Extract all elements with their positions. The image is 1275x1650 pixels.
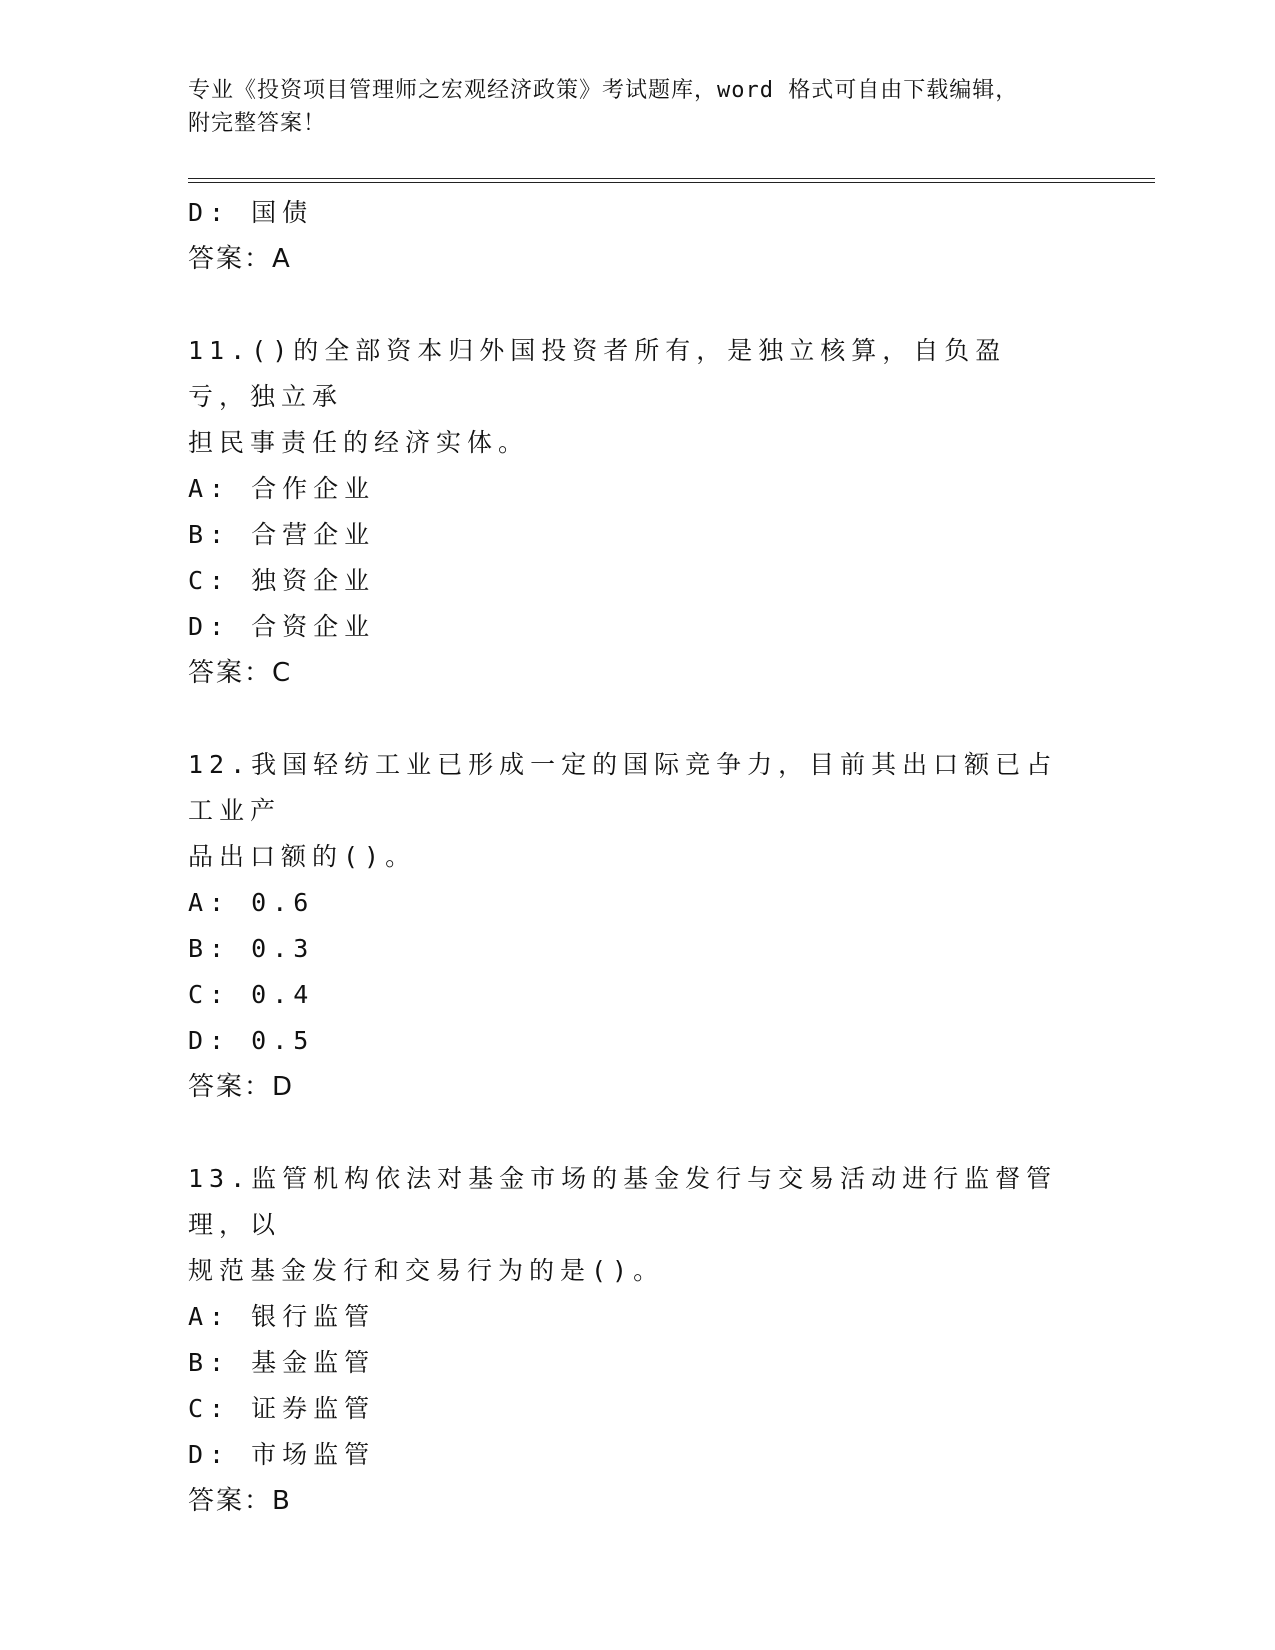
answer: 答案：D (188, 1072, 295, 1102)
option-a: A: 合作企业 (188, 474, 376, 503)
question-stem-line-2: 品出口额的()。 (188, 842, 417, 871)
question-stem-line-2: 规范基金发行和交易行为的是()。 (188, 1256, 665, 1285)
option-b: B: 0.3 (188, 934, 315, 963)
prev-option-d: D: 国债 (188, 198, 314, 227)
question-stem-line-1: 11.()的全部资本归外国投资者所有，是独立核算，自负盈亏，独立承 (188, 336, 1007, 411)
header-line-1: 专业《投资项目管理师之宏观经济政策》考试题库，word 格式可自由下载编辑， (188, 78, 1019, 103)
option-a: A: 银行监管 (188, 1302, 376, 1331)
answer: 答案：B (188, 1486, 292, 1516)
header-divider-bottom (188, 182, 1155, 183)
header-divider-top (188, 178, 1155, 179)
option-c: C: 0.4 (188, 980, 315, 1009)
option-b: B: 基金监管 (188, 1348, 376, 1377)
answer: 答案：C (188, 658, 293, 688)
page-header (188, 74, 1088, 140)
option-d: D: 0.5 (188, 1026, 315, 1055)
question-13 (188, 1156, 1088, 1524)
option-c: C: 证券监管 (188, 1394, 376, 1423)
option-d: D: 合资企业 (188, 612, 376, 641)
option-c: C: 独资企业 (188, 566, 376, 595)
question-11 (188, 328, 1088, 696)
question-stem-line-1: 12.我国轻纺工业已形成一定的国际竞争力，目前其出口额已占工业产 (188, 750, 1058, 825)
question-12 (188, 742, 1088, 1110)
question-list (188, 190, 1088, 1524)
option-b: B: 合营企业 (188, 520, 376, 549)
option-a: A: 0.6 (188, 888, 315, 917)
prev-answer: 答案：A (188, 244, 292, 274)
option-d: D: 市场监管 (188, 1440, 376, 1469)
header-line-2: 附完整答案！ (188, 111, 327, 136)
question-stem-line-1: 13.监管机构依法对基金市场的基金发行与交易活动进行监督管理，以 (188, 1164, 1058, 1239)
question-stem-line-2: 担民事责任的经济实体。 (188, 428, 530, 457)
